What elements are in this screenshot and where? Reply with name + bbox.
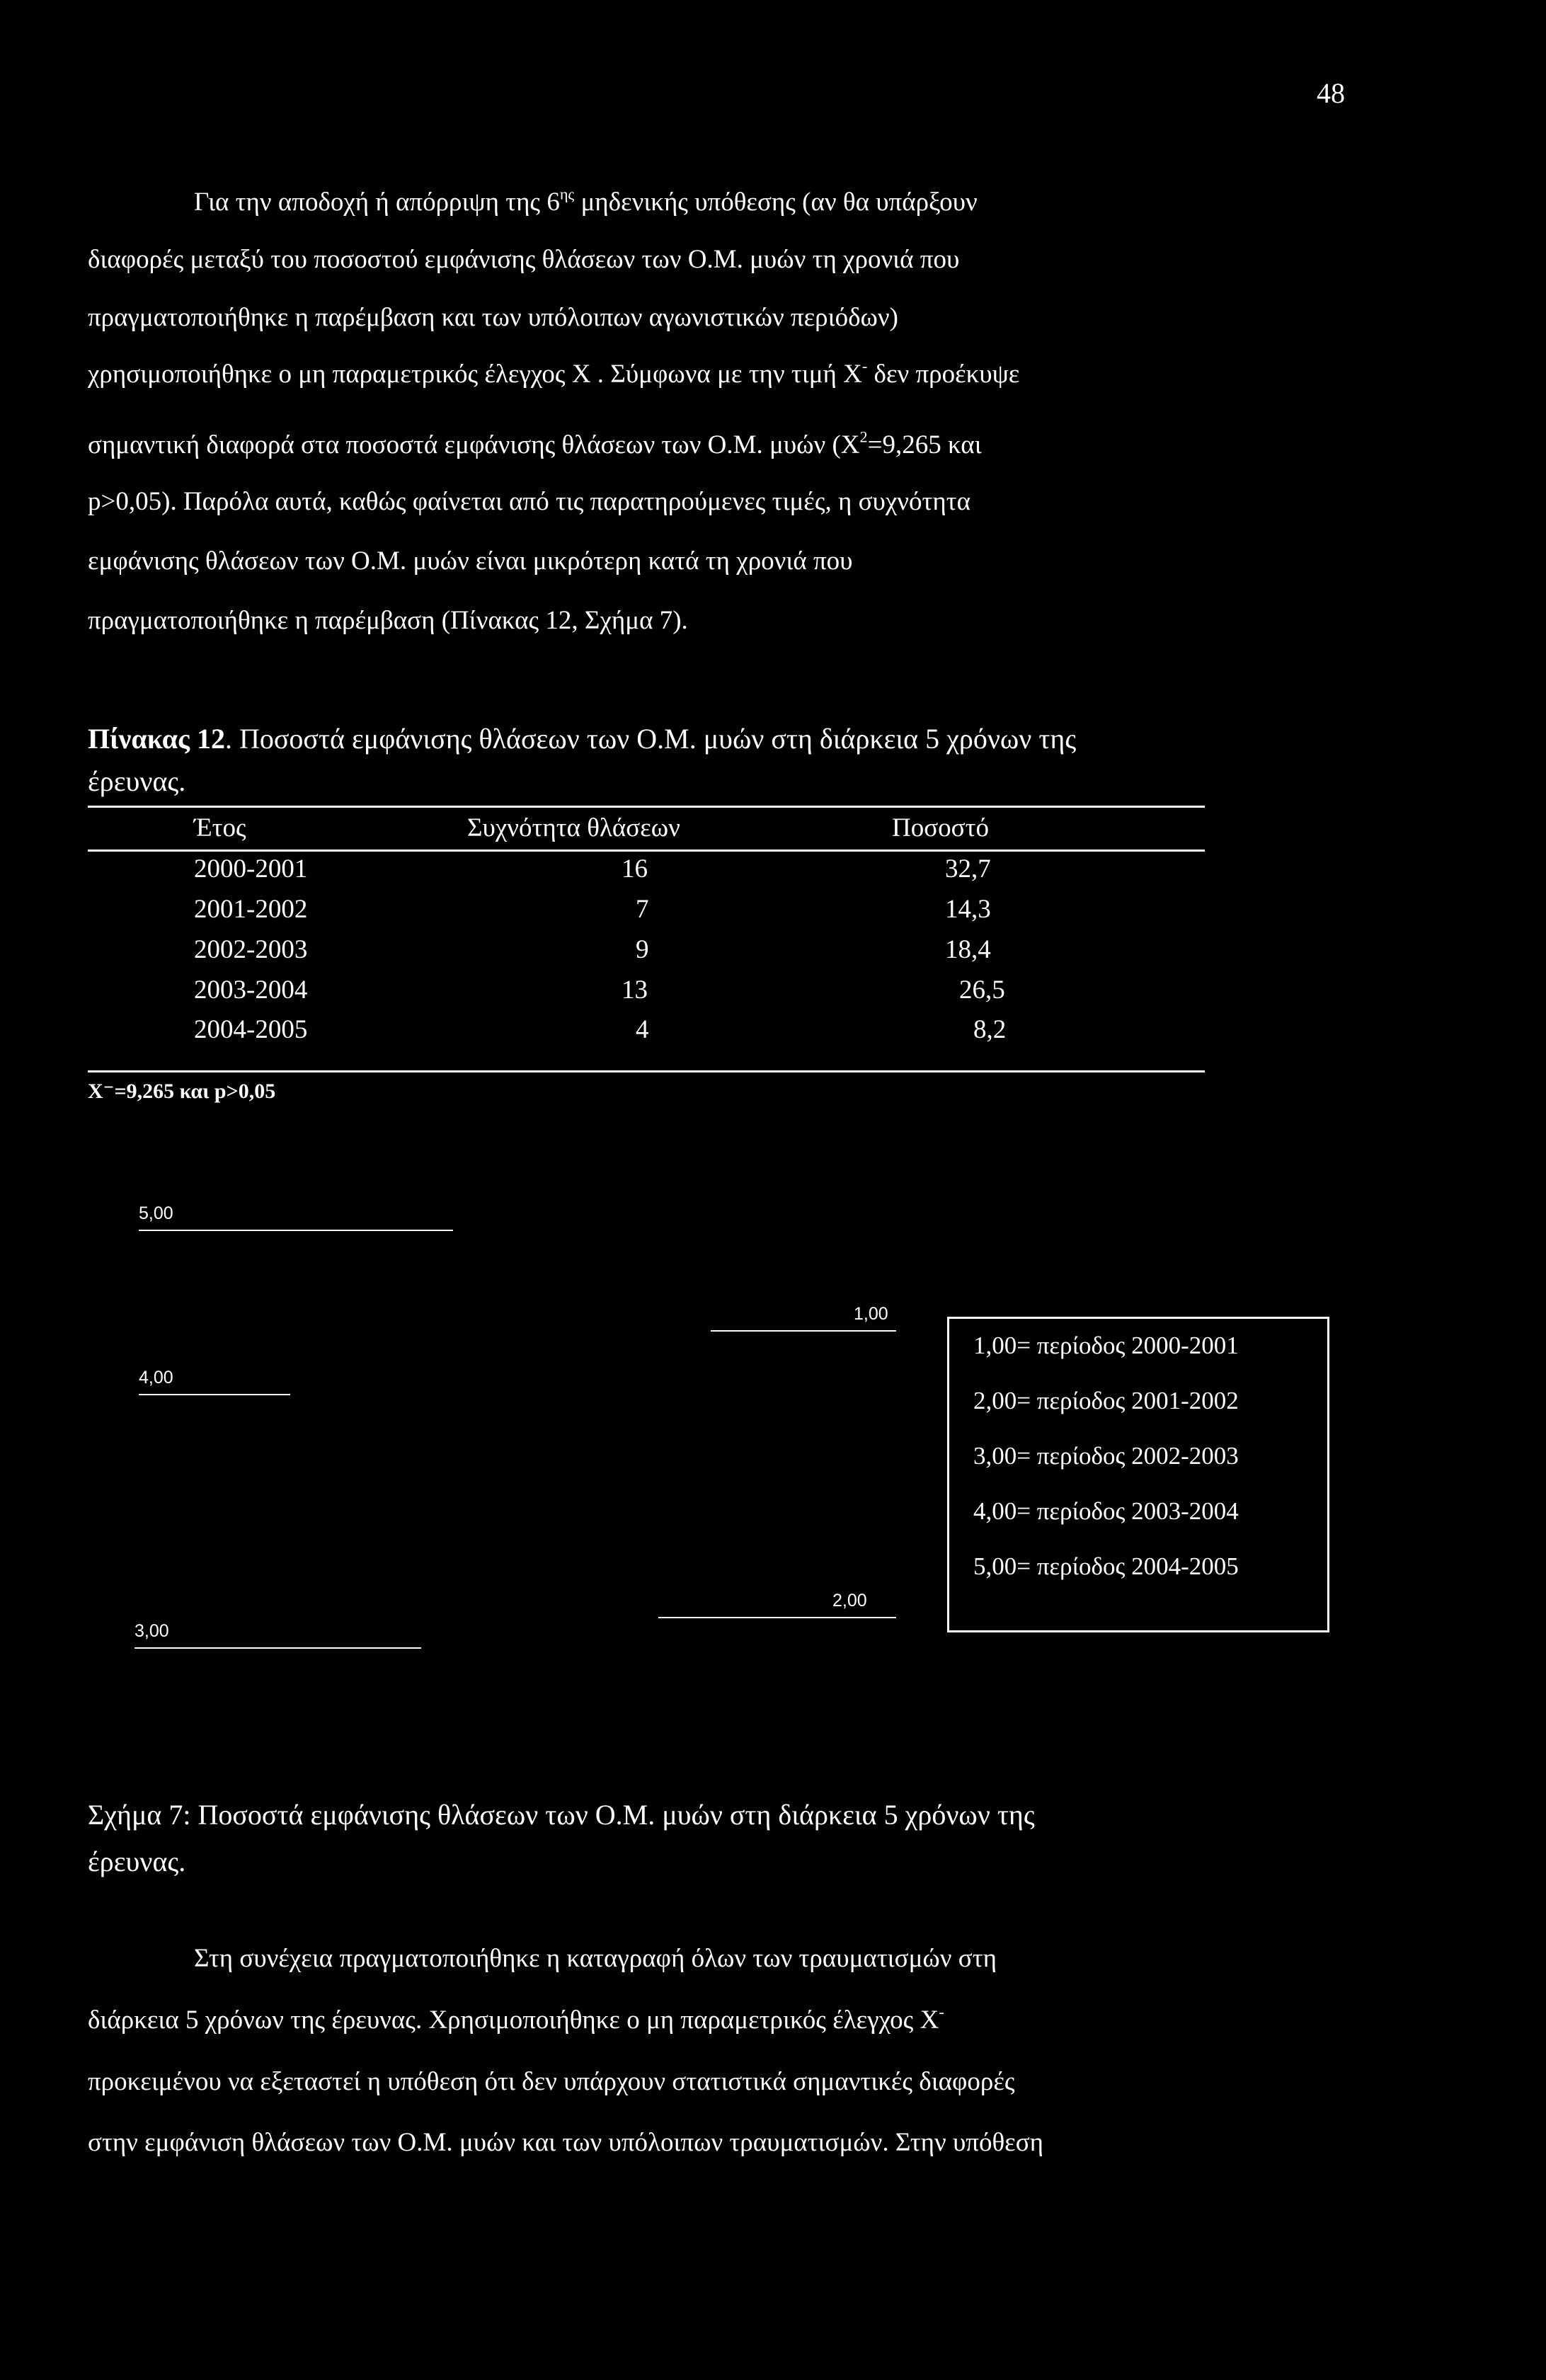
table-cell: 26,5 [959,976,1005,1005]
table-caption-text: . Ποσοστά εμφάνισης θλάσεων των Ο.Μ. μυών στη διάρκεια 5 χρόνων της [224,723,1077,755]
superscript: - [861,357,868,375]
table-cell: 16 [622,854,648,883]
table-cell: 2003-2004 [194,976,308,1005]
table-top-rule [88,806,1205,808]
figure-label: 4,00 [139,1368,173,1388]
figure-line [139,1230,453,1231]
page-number: 48 [1317,77,1345,109]
legend-item: 5,00= περίοδος 2004-2005 [973,1552,1239,1580]
intro-line-4-tail: δεν προέκυψε [867,360,1020,389]
outro-line-2 [88,2003,944,2035]
table-cell: 7 [636,895,649,924]
table-caption-label: Πίνακας 12 [88,723,225,755]
table-caption-line-2: έρευνας. [88,765,186,797]
figure-legend [947,1317,1329,1632]
intro-line-2: διαφορές μεταξύ του ποσοστού εμφάνισης θλάσεων των Ο.Μ. μυών τη χρονιά που [88,245,960,274]
superscript: ης [559,185,575,203]
outro-line-4: στην εμφάνιση θλάσεων των Ο.Μ. μυών και των υπόλοιπων τραυματισμών. Στην υπόθεση [88,2128,1043,2157]
intro-line-4 [88,357,1020,389]
figure-caption: Σχήμα 7: Ποσοστά εμφάνισης θλάσεων των Ο.Μ. μυών στη διάρκεια 5 χρόνων της [88,1799,1035,1831]
superscript: 2 [859,428,868,446]
table-cell: 8,2 [973,1015,1007,1044]
intro-line-5-tail: =9,265 και [867,430,982,459]
table-cell: 18,4 [945,935,991,964]
table-cell: 4 [636,1015,649,1044]
table-cell: 32,7 [945,854,991,883]
table-cell: 2002-2003 [194,935,308,964]
figure-label: 2,00 [832,1591,867,1610]
table-cell: 2004-2005 [194,1015,308,1044]
figure-label: 3,00 [134,1621,169,1641]
intro-line-8: πραγματοποιήθηκε η παρέμβαση (Πίνακας 12, Σχήμα 7). [88,606,688,635]
table-cell: 2000-2001 [194,854,308,883]
figure-caption-line-2: έρευνας. [88,1846,186,1877]
outro-line-1: Στη συνέχεια πραγματοποιήθηκε η καταγραφή όλων των τραυματισμών στη [194,1944,997,1973]
table-header-percent: Ποσοστό [892,813,989,842]
figure-line [134,1647,421,1649]
intro-line-3: πραγματοποιήθηκε η παρέμβαση και των υπόλοιπων αγωνιστικών περιόδων) [88,303,898,332]
figure-line [658,1617,896,1618]
figure-line [139,1394,290,1395]
legend-item: 3,00= περίοδος 2002-2003 [973,1442,1239,1470]
intro-line-7: εμφάνισης θλάσεων των Ο.Μ. μυών είναι μικρότερη κατά τη χρονιά που [88,547,853,576]
figure-line [711,1330,896,1332]
table-header-frequency: Συχνότητα θλάσεων [467,813,680,842]
table-header-rule [88,849,1205,852]
legend-item: 2,00= περίοδος 2001-2002 [973,1387,1239,1414]
intro-line-5-text: σημαντική διαφορά στα ποσοστά εμφάνισης θλάσεων των Ο.Μ. μυών (Χ [88,430,860,459]
table-cell: 13 [622,976,648,1005]
table-cell: 14,3 [945,895,991,924]
outro-line-2-text: διάρκεια 5 χρόνων της έρευνας. Χρησιμοποιήθηκε ο μη παραμετρικός έλεγχος Χ [88,2006,939,2035]
intro-line-1 [194,185,978,217]
table-cell: 2001-2002 [194,895,308,924]
table-header-year: Έτος [194,813,246,842]
table-bottom-rule [88,1070,1205,1072]
legend-item: 1,00= περίοδος 2000-2001 [973,1332,1239,1359]
table-cell: 9 [636,935,649,964]
legend-item: 4,00= περίοδος 2003-2004 [973,1497,1239,1525]
intro-line-1-text: Για την αποδοχή ή απόρριψη της 6 [194,188,560,217]
intro-line-4-text: χρησιμοποιήθηκε ο μη παραμετρικός έλεγχος Χ . Σύμφωνα με την τιμή Χ [88,360,862,389]
intro-line-1-tail: μηδενικής υπόθεσης (αν θα υπάρξουν [574,188,978,217]
table-caption [88,722,1076,755]
superscript: - [939,2003,944,2021]
intro-line-6: p>0,05). Παρόλα αυτά, καθώς φαίνεται από τις παρατηρούμενες τιμές, η συχνότητα [88,487,970,516]
figure-label: 1,00 [854,1304,888,1324]
table-footnote: Χ⁻=9,265 και p>0,05 [88,1080,276,1103]
outro-line-3: προκειμένου να εξεταστεί η υπόθεση ότι δεν υπάρχουν στατιστικά σημαντικές διαφορές [88,2067,1015,2096]
intro-line-5 [88,428,982,459]
figure-label: 5,00 [139,1203,173,1223]
